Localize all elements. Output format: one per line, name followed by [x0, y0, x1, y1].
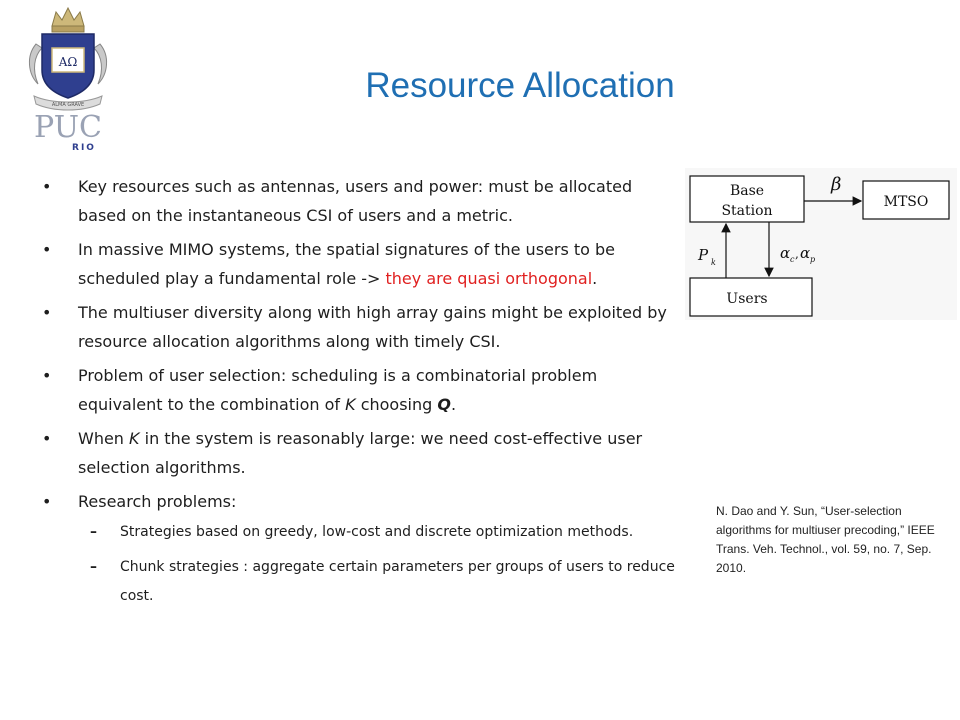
variable-k: K: [129, 429, 140, 448]
variable-q: Q: [437, 395, 451, 414]
alpha-c-subscript: c: [790, 255, 795, 264]
bullet-text: The multiuser diversity along with high array gains might be exploited by resource allocation algorithms along with timely CSI.: [78, 303, 667, 351]
bullet-item: [36, 424, 676, 482]
base-station-label-1: Base: [729, 183, 765, 199]
users-label: Users: [726, 291, 768, 307]
crest-letters: AΩ: [58, 55, 78, 69]
variable-k: K: [345, 395, 356, 414]
bullet-item: [36, 172, 676, 230]
pk-symbol: P: [698, 246, 709, 264]
alpha-p-subscript: p: [810, 255, 816, 264]
bullet-list: [36, 172, 676, 617]
alpha-p-symbol: α: [800, 244, 811, 262]
highlight-text: they are quasi orthogonal: [385, 269, 593, 288]
pk-subscript: k: [711, 258, 716, 267]
bullet-text: In massive MIMO systems, the spatial signatures of the users to be scheduled play a fundamental role ->: [78, 240, 616, 288]
bullet-item: [36, 298, 676, 356]
alpha-c-symbol: α: [780, 244, 791, 262]
bullet-text-end: .: [592, 269, 598, 288]
puc-rio-logo: [22, 4, 114, 154]
logo-wordmark: PUC: [34, 110, 102, 145]
system-diagram: [685, 168, 957, 320]
bullet-item: [36, 487, 676, 611]
alpha-comma: ,: [795, 247, 799, 261]
bullet-text: Key resources such as antennas, users and power: must be allocated based on the instantaneous CSI of users and a metric.: [78, 177, 633, 225]
bullet-item: [36, 361, 676, 419]
ribbon-text: ALMA GRAVE: [51, 102, 85, 108]
bullet-item: [36, 235, 676, 293]
bullet-text-mid: choosing: [355, 395, 438, 414]
mtso-label: MTSO: [883, 194, 929, 210]
sub-bullet-item: – Strategies based on greedy, low-cost and discrete optimization methods.: [78, 518, 676, 547]
bullet-text: Research problems:: [78, 492, 237, 511]
logo-subword: RIO: [72, 143, 96, 153]
bullet-text-end: .: [450, 395, 457, 414]
sub-bullet-list: [78, 518, 676, 611]
slide-title: Resource Allocation: [365, 66, 675, 105]
beta-symbol: β: [831, 174, 842, 195]
bullet-text-end: in the system is reasonably large: we need cost-effective user selection algorithms.: [78, 429, 643, 477]
bullet-text: Problem of user selection: scheduling is a combinatorial problem equivalent to the combination of: [78, 366, 598, 414]
bullet-text: When: [78, 429, 130, 448]
sub-bullet-item: – Chunk strategies : aggregate certain parameters per groups of users to reduce cost.: [78, 553, 676, 611]
base-station-label-2: Station: [721, 203, 773, 219]
citation-text: N. Dao and Y. Sun, “User-selection algorithms for multiuser precoding,” IEEE Trans. Veh. Technol., vol. 59, no. 7, Sep. 2010.: [716, 504, 935, 575]
